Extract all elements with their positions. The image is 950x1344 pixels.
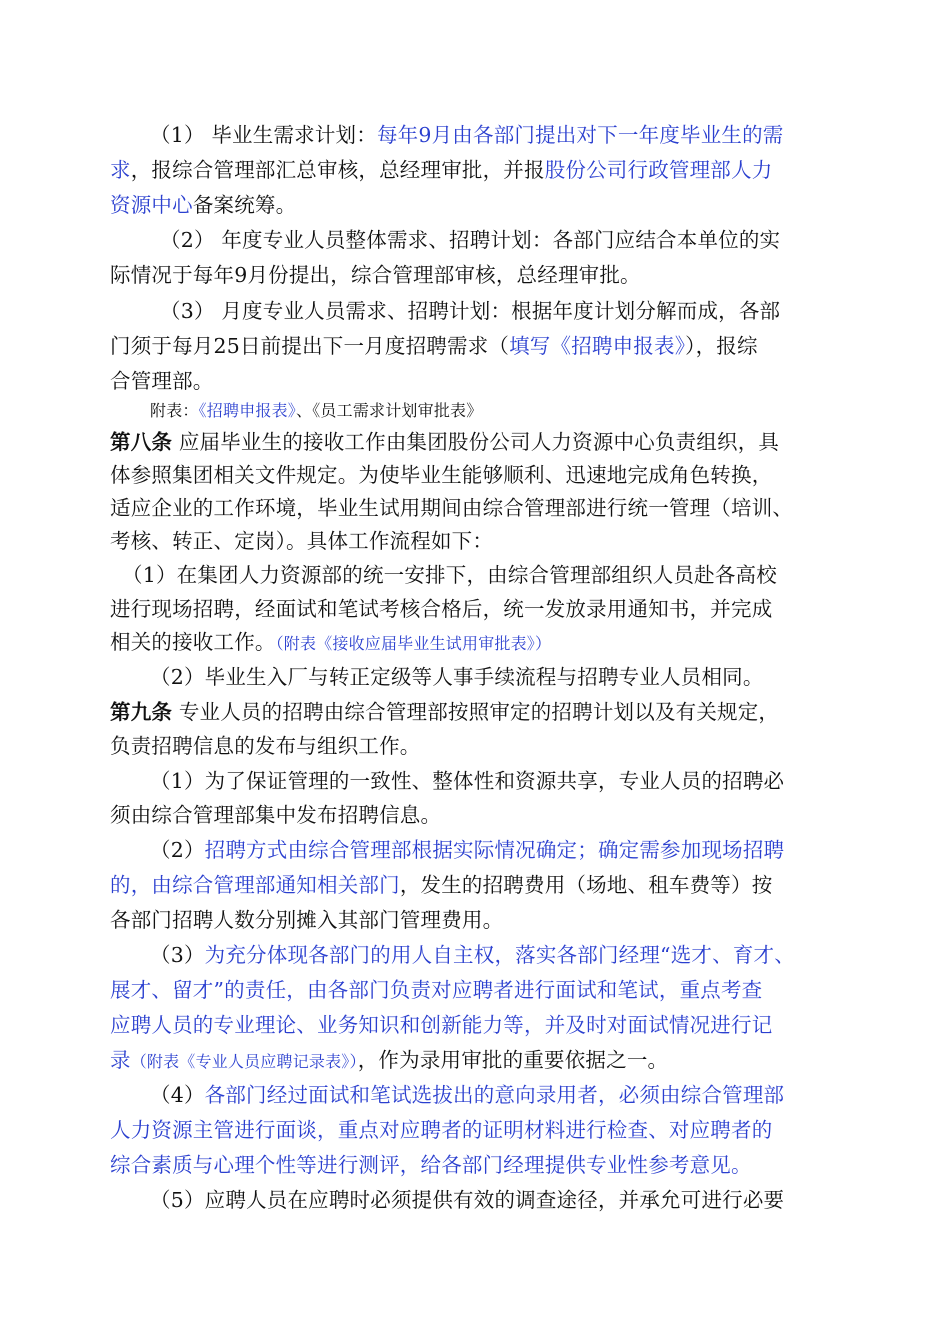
highlighted-text: 录 (110, 1048, 131, 1072)
text-line (110, 1045, 668, 1077)
text-line (150, 662, 764, 692)
text-line (110, 190, 296, 220)
text-line (150, 120, 784, 150)
text-line (150, 940, 795, 970)
body-text: 合管理部。 (110, 369, 214, 393)
highlighted-text: （附表《专业人员应聘记录表》） (130, 1052, 358, 1071)
body-text: 各部门招聘人数分别摊入其部门管理费用。 (110, 908, 504, 932)
body-text: （1）为了保证管理的一致性、整体性和资源共享，专业人员的招聘必 (150, 769, 785, 793)
highlighted-text: 的，由综合管理部通知相关部门 (110, 873, 400, 897)
highlighted-text: 综合素质与心理个性等进行测评，给各部门经理提供专业性参考意见。 (110, 1153, 752, 1177)
highlighted-text: 人力资源主管进行面谈，重点对应聘者的证明材料进行检查、对应聘者的 (110, 1118, 773, 1142)
text-line (110, 155, 772, 185)
body-text: 考核、转正、定岗）。具体工作流程如下： (110, 529, 494, 553)
text-line (110, 1010, 772, 1040)
article-heading: 第九条 (110, 700, 173, 724)
highlighted-text: 应聘人员的专业理论、业务知识和创新能力等，并及时对面试情况进行记 (110, 1013, 773, 1037)
body-text: ，报综合管理部汇总审核，总经理审批，并报 (130, 158, 545, 182)
body-text: 门须于每月25日前提出下一月度招聘需求（ (110, 334, 510, 358)
body-text: （1） 毕业生需求计划： (150, 123, 377, 147)
text-line (110, 427, 779, 457)
body-text: （1）在集团人力资源部的统一安排下，由综合管理部组织人员赴各高校 (122, 563, 777, 587)
body-text: 、《员工需求计划审批表》 (296, 401, 483, 420)
body-text: （3） 月度专业人员需求、招聘计划：根据年度计划分解而成，各部 (160, 299, 781, 323)
text-line (110, 260, 641, 290)
body-text: 体参照集团相关文件规定。为使毕业生能够顺利、迅速地完成角色转换， (110, 463, 773, 487)
highlighted-text: 展才、留才”的责任，由各部门负责对应聘者进行面试和笔试，重点考查 (110, 978, 763, 1002)
text-line (110, 1115, 772, 1145)
text-line (110, 731, 421, 761)
highlighted-text: 招聘方式由综合管理部根据实际情况确定；确定需参加现场招聘 (204, 838, 785, 862)
body-text: 专业人员的招聘由综合管理部按照审定的招聘计划以及有关规定， (172, 700, 780, 724)
article-heading: 第八条 (110, 430, 173, 454)
text-line (122, 560, 777, 590)
text-line (150, 396, 482, 426)
text-line (160, 296, 780, 326)
body-text: （4） (150, 1083, 205, 1107)
text-line (110, 460, 772, 490)
body-text: 备案统筹。 (192, 193, 297, 217)
text-line (110, 1150, 752, 1180)
highlighted-text: 每年9月由各部门提出对下一年度毕业生的需 (376, 123, 784, 147)
highlighted-text: 各部门经过面试和笔试选拔出的意向录用者，必须由综合管理部 (204, 1083, 785, 1107)
body-text: 附表： (150, 401, 199, 420)
text-line (110, 800, 441, 830)
highlighted-text: 填写《招聘申报表》 (509, 334, 686, 358)
text-line (110, 905, 503, 935)
text-line (150, 1080, 784, 1110)
body-text: （2） (150, 838, 205, 862)
text-line (110, 331, 758, 361)
text-line (110, 627, 551, 659)
highlighted-text: 求 (110, 158, 131, 182)
body-text: （2）毕业生入厂与转正定级等人事手续流程与招聘专业人员相同。 (150, 665, 764, 689)
highlighted-text: （附表《接收应届毕业生试用审批表》） (275, 634, 552, 653)
text-line (150, 835, 784, 865)
text-line (110, 594, 772, 624)
text-line (150, 766, 784, 796)
body-text: ，发生的招聘费用（场地、租车费等）按 (399, 873, 773, 897)
highlighted-text: 资源中心 (110, 193, 193, 217)
body-text: 须由综合管理部集中发布招聘信息。 (110, 803, 442, 827)
text-line (110, 366, 214, 396)
body-text: （3） (150, 943, 205, 967)
body-text: ），报综 (685, 334, 758, 358)
highlighted-text: 《招聘申报表》 (198, 401, 297, 420)
highlighted-text: 股份公司行政管理部人力 (544, 158, 773, 182)
text-line (110, 697, 779, 727)
body-text: （2） 年度专业人员整体需求、招聘计划：各部门应结合本单位的实 (160, 228, 781, 252)
text-line (150, 1185, 784, 1215)
text-line (110, 870, 772, 900)
body-text: 负责招聘信息的发布与组织工作。 (110, 734, 421, 758)
body-text: （5）应聘人员在应聘时必须提供有效的调查途径，并承允可进行必要 (150, 1188, 785, 1212)
text-line (110, 526, 493, 556)
text-line (110, 975, 762, 1005)
text-line (110, 493, 793, 523)
body-text: 相关的接收工作。 (110, 630, 276, 654)
body-text: 应届毕业生的接收工作由集团股份公司人力资源中心负责组织，具 (172, 430, 780, 454)
body-text: 进行现场招聘，经面试和笔试考核合格后，统一发放录用通知书，并完成 (110, 597, 773, 621)
highlighted-text: 为充分体现各部门的用人自主权，落实各部门经理“选才、育才、 (204, 943, 795, 967)
body-text: 适应企业的工作环境，毕业生试用期间由综合管理部进行统一管理（培训、 (110, 496, 794, 520)
text-line (160, 225, 780, 255)
body-text: 际情况于每年9月份提出，综合管理部审核，总经理审批。 (110, 263, 641, 287)
body-text: ，作为录用审批的重要依据之一。 (357, 1048, 669, 1072)
